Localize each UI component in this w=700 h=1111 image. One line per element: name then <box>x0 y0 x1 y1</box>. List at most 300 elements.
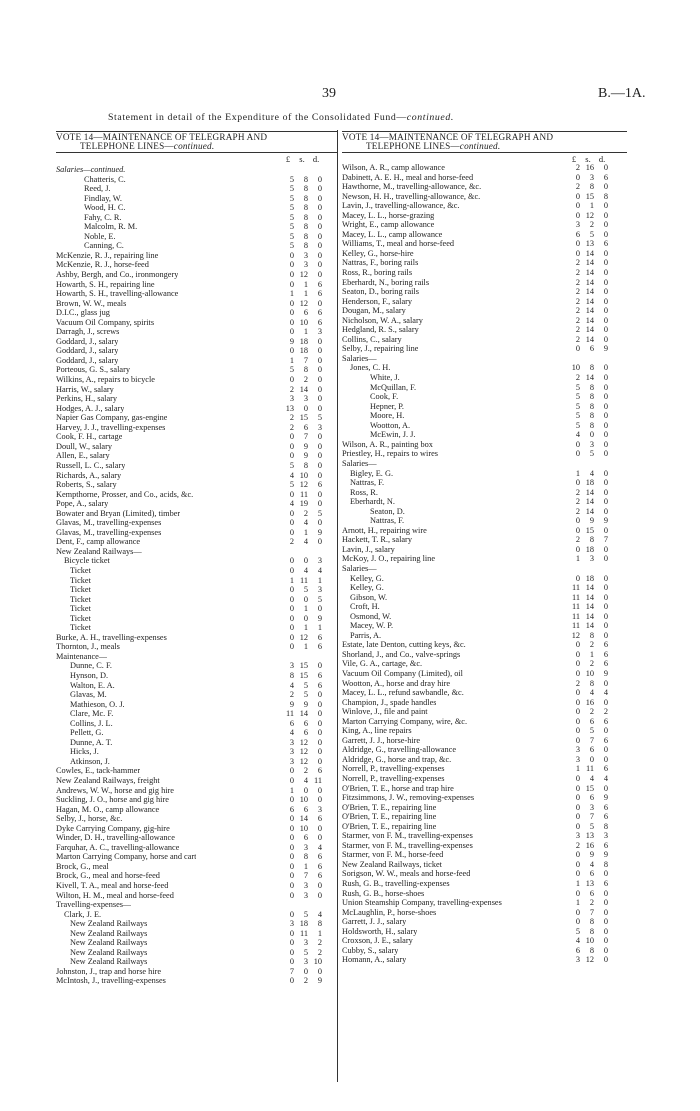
vote-heading-title: VOTE 14—MAINTENANCE OF TELEGRAPH AND <box>342 132 554 142</box>
payee-description: Vacuum Oil Company (Limited), oil <box>342 668 463 678</box>
amount-shillings: 3 <box>303 957 308 967</box>
payee-description: Hagan, M. O., camp allowance <box>56 804 160 814</box>
expenditure-row <box>342 201 627 211</box>
amount-pounds: 11 <box>286 709 294 719</box>
payee-description: Bowater and Bryan (Limited), timber <box>56 508 181 518</box>
expenditure-row <box>56 595 338 605</box>
amount-pounds: 0 <box>289 604 294 614</box>
expenditure-row <box>56 289 338 299</box>
amount-shillings: 12 <box>299 298 308 308</box>
payee-description: Priestley, H., repairs to wires <box>342 449 439 459</box>
amount-pounds: 4 <box>575 936 580 946</box>
amount-pounds: 0 <box>289 308 294 318</box>
amount-pence: 0 <box>603 334 608 344</box>
amount-pence: 9 <box>317 976 322 986</box>
expenditure-row <box>56 280 338 290</box>
heading-rule <box>56 152 338 153</box>
amount-pounds: 5 <box>289 212 294 222</box>
payee-description: Farquhar, A. C., travelling-allowance <box>56 842 180 852</box>
payee-description: New Zealand Railways— <box>56 546 142 556</box>
amount-pounds: 0 <box>575 516 580 526</box>
amount-pounds: 11 <box>572 621 580 631</box>
expenditure-row <box>342 927 627 937</box>
amount-pence: 6 <box>317 766 322 776</box>
payee-description: Andrews, W. W., horse and gig hire <box>56 785 174 795</box>
amount-pence: 8 <box>603 859 608 869</box>
amount-pounds: 2 <box>289 422 294 432</box>
amount-pence: 0 <box>317 432 322 442</box>
expenditure-row <box>342 545 627 555</box>
payee-description: Pellett, G. <box>70 728 104 738</box>
amount-shillings: 9 <box>303 451 308 461</box>
amount-pence: 6 <box>603 239 608 249</box>
amount-pence: 0 <box>603 611 608 621</box>
payee-description: Bicycle ticket <box>64 556 110 566</box>
payee-description: D.I.C., glass jug <box>56 308 110 318</box>
payee-description: Kelley, G. <box>350 583 384 593</box>
amount-pence: 0 <box>317 403 322 413</box>
expenditure-row <box>56 241 338 251</box>
payee-description: Wilson, A. R., painting box <box>342 439 433 449</box>
amount-shillings: 5 <box>303 690 308 700</box>
amount-shillings: 6 <box>303 728 308 738</box>
expenditure-row <box>342 163 627 173</box>
amount-pence: 0 <box>317 747 322 757</box>
payee-description: Vile, G. A., cartage, &c. <box>342 659 423 669</box>
amount-shillings: 0 <box>303 594 308 604</box>
payee-description: Dunne, A. T. <box>70 737 113 747</box>
amount-pence: 0 <box>317 355 322 365</box>
amount-shillings: 3 <box>303 938 308 948</box>
payee-description: Selby, J., repairing line <box>342 344 419 354</box>
amount-pounds: 4 <box>289 680 294 690</box>
pence-header: d. <box>312 154 320 164</box>
amount-pence: 6 <box>317 680 322 690</box>
amount-pence: 6 <box>603 879 608 889</box>
amount-pounds: 5 <box>289 365 294 375</box>
amount-pounds: 0 <box>575 525 580 535</box>
amount-pence: 0 <box>317 212 322 222</box>
shillings-header: s. <box>299 154 305 164</box>
amount-shillings: 5 <box>589 449 594 459</box>
amount-pounds: 0 <box>289 346 294 356</box>
amount-shillings: 5 <box>589 821 594 831</box>
amount-pounds: 0 <box>575 668 580 678</box>
amount-pounds: 0 <box>575 344 580 354</box>
amount-shillings: 9 <box>303 441 308 451</box>
amount-pounds: 2 <box>575 182 580 192</box>
pence-header: d. <box>598 154 606 164</box>
payee-description: Findlay, W. <box>84 193 122 203</box>
amount-pounds: 0 <box>289 327 294 337</box>
payee-description: Ashby, Bergh, and Co., ironmongery <box>56 270 179 280</box>
amount-pence: 0 <box>603 583 608 593</box>
amount-pence: 6 <box>603 659 608 669</box>
left-column <box>56 131 338 986</box>
payee-description: Aldridge, G., travelling-allowance <box>342 745 457 755</box>
amount-pounds: 2 <box>575 334 580 344</box>
expenditure-row <box>56 891 338 901</box>
expenditure-row <box>342 526 627 536</box>
amount-pence: 2 <box>317 938 322 948</box>
amount-pounds: 1 <box>289 355 294 365</box>
payee-description: New Zealand Railways <box>70 938 148 948</box>
pounds-header: £ <box>285 154 291 164</box>
amount-pence: 0 <box>317 184 322 194</box>
amount-pence: 6 <box>603 802 608 812</box>
expenditure-row <box>56 203 338 213</box>
expenditure-list <box>342 163 627 965</box>
amount-pounds: 0 <box>575 821 580 831</box>
amount-shillings: 8 <box>589 392 594 402</box>
expenditure-row <box>56 556 338 566</box>
payee-description: McKenzie, R. J., horse-feed <box>56 260 149 270</box>
amount-pence: 0 <box>317 460 322 470</box>
amount-shillings: 9 <box>589 516 594 526</box>
expenditure-row <box>56 786 338 796</box>
amount-pounds: 0 <box>289 565 294 575</box>
expenditure-row <box>56 385 338 395</box>
amount-shillings: 11 <box>300 928 308 938</box>
expenditure-row <box>56 929 338 939</box>
payee-description: Salaries— <box>342 563 377 573</box>
amount-shillings: 18 <box>299 346 308 356</box>
payee-description: Marton Carrying Company, wire, &c. <box>342 716 468 726</box>
expenditure-row <box>56 967 338 977</box>
payee-description: O'Brien, T. E., repairing line <box>342 802 437 812</box>
amount-shillings: 12 <box>299 480 308 490</box>
payee-description: Thornton, J., meals <box>56 642 120 652</box>
amount-pounds: 0 <box>289 260 294 270</box>
amount-pounds: 0 <box>289 451 294 461</box>
amount-shillings: 10 <box>299 317 308 327</box>
expenditure-row <box>342 869 627 879</box>
payee-description: Ticket <box>70 585 91 595</box>
amount-pence: 4 <box>603 774 608 783</box>
payee-description: Nicholson, W. A., salary <box>342 315 423 325</box>
payee-description: O'Brien, T. E., repairing line <box>342 812 437 822</box>
amount-pounds: 0 <box>289 642 294 652</box>
expenditure-row <box>342 459 627 469</box>
amount-pounds: 0 <box>289 623 294 633</box>
amount-pounds: 0 <box>575 449 580 459</box>
amount-shillings: 14 <box>585 248 594 258</box>
amount-shillings: 13 <box>585 239 594 249</box>
payee-description: Ticket <box>70 594 91 604</box>
expenditure-row <box>56 528 338 538</box>
amount-pounds: 0 <box>575 239 580 249</box>
payee-description: Arnott, H., repairing wire <box>342 525 427 535</box>
expenditure-row <box>56 165 338 175</box>
amount-pounds: 0 <box>575 774 580 783</box>
payee-description: Perkins, H., salary <box>56 394 118 404</box>
amount-shillings: 8 <box>589 401 594 411</box>
payee-description: Williams, T., meal and horse-feed <box>342 239 455 249</box>
payee-description: Homann, A., salary <box>342 955 407 965</box>
expenditure-row <box>56 232 338 242</box>
expenditure-row <box>342 478 627 488</box>
payee-description: O'Brien, T. E., horse and trap hire <box>342 783 454 793</box>
payee-description: Richards, A., salary <box>56 470 122 480</box>
expenditure-row <box>56 327 338 337</box>
amount-shillings: 18 <box>585 544 594 554</box>
amount-pounds: 3 <box>575 955 580 965</box>
payee-description: McEwin, J. J. <box>370 430 416 440</box>
payee-description: Suckling, J. O., horse and gig hire <box>56 795 169 805</box>
amount-shillings: 8 <box>303 852 308 862</box>
amount-shillings: 6 <box>589 869 594 879</box>
expenditure-row <box>56 795 338 805</box>
amount-shillings: 3 <box>303 250 308 260</box>
payee-description: New Zealand Railways <box>70 947 148 957</box>
amount-pounds: 1 <box>289 289 294 299</box>
expenditure-row <box>342 736 627 746</box>
amount-pounds: 0 <box>289 890 294 900</box>
amount-pounds: 0 <box>575 888 580 898</box>
amount-shillings: 8 <box>303 203 308 213</box>
amount-pence: 5 <box>317 594 322 604</box>
amount-pence: 0 <box>603 220 608 230</box>
amount-shillings: 14 <box>585 277 594 287</box>
payee-description: Winlove, J., file and paint <box>342 707 428 717</box>
amount-shillings: 16 <box>585 163 594 172</box>
vote-heading <box>342 133 627 152</box>
amount-pounds: 0 <box>289 852 294 862</box>
expenditure-row <box>56 213 338 223</box>
amount-pounds: 2 <box>289 384 294 394</box>
payee-description: Glavas, M., travelling-expenses <box>56 527 162 537</box>
amount-pence: 0 <box>317 375 322 385</box>
expenditure-row <box>342 239 627 249</box>
amount-pounds: 0 <box>575 697 580 707</box>
amount-pounds: 2 <box>575 325 580 335</box>
amount-shillings: 14 <box>299 814 308 824</box>
expenditure-row <box>342 488 627 498</box>
amount-shillings: 6 <box>589 344 594 354</box>
currency-header <box>56 154 338 163</box>
amount-shillings: 14 <box>585 296 594 306</box>
amount-pounds: 4 <box>575 430 580 440</box>
amount-pounds: 8 <box>289 670 294 680</box>
payee-description: Hackett, T. R., salary <box>342 535 412 545</box>
payee-description: Ross, R., boring rails <box>342 268 413 278</box>
payee-description: Harvey, J. J., travelling-expenses <box>56 422 166 432</box>
amount-pence: 0 <box>603 401 608 411</box>
amount-pounds: 0 <box>289 527 294 537</box>
amount-shillings: 10 <box>299 470 308 480</box>
expenditure-row <box>342 707 627 717</box>
amount-shillings: 7 <box>303 432 308 442</box>
payee-description: Hedgland, R. S., salary <box>342 325 419 335</box>
amount-pence: 0 <box>317 604 322 614</box>
expenditure-row <box>342 621 627 631</box>
payee-description: Johnston, J., trap and horse hire <box>56 966 162 976</box>
amount-pounds: 0 <box>289 909 294 919</box>
amount-shillings: 14 <box>585 506 594 516</box>
amount-shillings: 8 <box>303 231 308 241</box>
expenditure-row <box>342 879 627 889</box>
amount-pence: 0 <box>603 248 608 258</box>
amount-shillings: 14 <box>585 602 594 612</box>
payee-description: King, A., line repairs <box>342 726 412 736</box>
amount-pounds: 2 <box>575 535 580 545</box>
expenditure-row <box>56 719 338 729</box>
expenditure-row <box>56 623 338 633</box>
amount-shillings: 3 <box>589 439 594 449</box>
payee-description: Macey, W. P. <box>350 621 394 631</box>
amount-pounds: 5 <box>575 411 580 421</box>
amount-pence: 0 <box>317 890 322 900</box>
amount-shillings: 3 <box>303 890 308 900</box>
amount-shillings: 2 <box>589 659 594 669</box>
payee-description: Hicks, J. <box>70 747 99 757</box>
amount-pounds: 6 <box>575 945 580 955</box>
amount-pence: 0 <box>603 544 608 554</box>
payee-description: Howarth, S. H., repairing line <box>56 279 155 289</box>
payee-description: Doull, W., salary <box>56 441 112 451</box>
amount-pence: 0 <box>603 869 608 879</box>
amount-pounds: 0 <box>289 585 294 595</box>
amount-pence: 5 <box>317 508 322 518</box>
amount-pounds: 0 <box>289 938 294 948</box>
amount-pence: 0 <box>317 250 322 260</box>
payee-description: Dougan, M., salary <box>342 306 406 316</box>
amount-pence: 0 <box>603 449 608 459</box>
payee-description: Cubby, S., salary <box>342 945 399 955</box>
expenditure-row <box>56 260 338 270</box>
amount-shillings: 3 <box>303 260 308 270</box>
amount-pence: 0 <box>317 699 322 709</box>
amount-pounds: 5 <box>289 222 294 232</box>
payee-description: McQuillan, F. <box>370 382 417 392</box>
payee-description: Eberhardt, N., boring rails <box>342 277 430 287</box>
amount-pence: 5 <box>317 413 322 423</box>
amount-pence: 6 <box>317 814 322 824</box>
payee-description: Henderson, F., salary <box>342 296 413 306</box>
amount-shillings: 14 <box>585 325 594 335</box>
amount-pence: 4 <box>317 909 322 919</box>
expenditure-row <box>56 681 338 691</box>
amount-pence: 0 <box>603 287 608 297</box>
amount-pounds: 1 <box>289 785 294 795</box>
amount-pence: 6 <box>317 308 322 318</box>
expenditure-row <box>342 192 627 202</box>
amount-shillings: 6 <box>589 745 594 755</box>
payee-description: McIntosh, J., travelling-expenses <box>56 976 166 986</box>
expenditure-row <box>56 633 338 643</box>
amount-pence: 0 <box>603 163 608 172</box>
payee-description: Harris, W., salary <box>56 384 114 394</box>
amount-pounds: 0 <box>289 279 294 289</box>
amount-shillings: 19 <box>299 499 308 509</box>
amount-shillings: 2 <box>589 707 594 717</box>
amount-shillings: 5 <box>589 726 594 736</box>
amount-pence: 9 <box>317 527 322 537</box>
payee-description: Salaries—continued. <box>56 165 126 174</box>
amount-pence: 0 <box>317 518 322 528</box>
expenditure-row <box>342 335 627 345</box>
payee-description: Nattras, F. <box>370 516 405 526</box>
payee-description: Goddard, J., salary <box>56 336 119 346</box>
expenditure-row <box>56 471 338 481</box>
amount-pence: 0 <box>603 420 608 430</box>
amount-pence: 0 <box>317 231 322 241</box>
amount-pounds: 0 <box>289 432 294 442</box>
amount-pence: 0 <box>317 346 322 356</box>
payee-description: Roberts, S., salary <box>56 480 117 490</box>
payee-description: New Zealand Railways, ticket <box>342 859 442 869</box>
amount-shillings: 8 <box>589 535 594 545</box>
amount-pence: 0 <box>603 602 608 612</box>
payee-description: Napier Gas Company, gas-engine <box>56 413 168 423</box>
amount-pence: 6 <box>317 852 322 862</box>
expenditure-list <box>56 165 338 986</box>
expenditure-row <box>342 631 627 641</box>
amount-shillings: 5 <box>589 229 594 239</box>
expenditure-row <box>56 814 338 824</box>
expenditure-row <box>342 316 627 326</box>
amount-shillings: 8 <box>589 678 594 688</box>
amount-pence: 11 <box>314 776 322 785</box>
amount-shillings: 8 <box>589 420 594 430</box>
amount-shillings: 14 <box>585 611 594 621</box>
amount-shillings: 4 <box>303 776 308 785</box>
amount-pence: 0 <box>317 394 322 404</box>
amount-shillings: 6 <box>303 422 308 432</box>
expenditure-row <box>342 898 627 908</box>
expenditure-row <box>56 747 338 757</box>
amount-pounds: 2 <box>575 306 580 316</box>
amount-pounds: 5 <box>289 460 294 470</box>
amount-shillings: 4 <box>589 688 594 698</box>
expenditure-row <box>56 423 338 433</box>
expenditure-row <box>342 258 627 268</box>
amount-pounds: 0 <box>575 544 580 554</box>
amount-pounds: 5 <box>575 392 580 402</box>
payee-description: Wilton, H. M., meal and horse-feed <box>56 890 174 900</box>
amount-pence: 6 <box>317 279 322 289</box>
amount-pounds: 5 <box>289 203 294 213</box>
amount-pence: 0 <box>603 554 608 564</box>
amount-shillings: 4 <box>589 859 594 869</box>
amount-pence: 6 <box>603 649 608 659</box>
amount-pence: 3 <box>317 327 322 337</box>
amount-shillings: 15 <box>585 525 594 535</box>
payee-description: Glavas, M. <box>70 690 107 700</box>
amount-pence: 0 <box>603 315 608 325</box>
expenditure-row <box>342 726 627 736</box>
expenditure-row <box>56 976 338 986</box>
amount-shillings: 15 <box>299 413 308 423</box>
amount-shillings: 5 <box>303 585 308 595</box>
expenditure-row <box>342 717 627 727</box>
amount-pence: 0 <box>317 690 322 700</box>
expenditure-row <box>56 432 338 442</box>
payee-description: Salaries— <box>342 353 377 363</box>
amount-pounds: 0 <box>575 907 580 917</box>
payee-description: Hynson, D. <box>70 670 109 680</box>
amount-pounds: 0 <box>575 201 580 211</box>
amount-pence: 0 <box>603 525 608 535</box>
expenditure-row <box>342 402 627 412</box>
amount-pence: 6 <box>317 317 322 327</box>
payee-description: Collins, J. L. <box>70 718 113 728</box>
expenditure-row <box>56 700 338 710</box>
amount-shillings: 4 <box>589 468 594 478</box>
amount-shillings: 3 <box>303 842 308 852</box>
amount-pence: 4 <box>603 688 608 698</box>
amount-pence: 0 <box>603 592 608 602</box>
